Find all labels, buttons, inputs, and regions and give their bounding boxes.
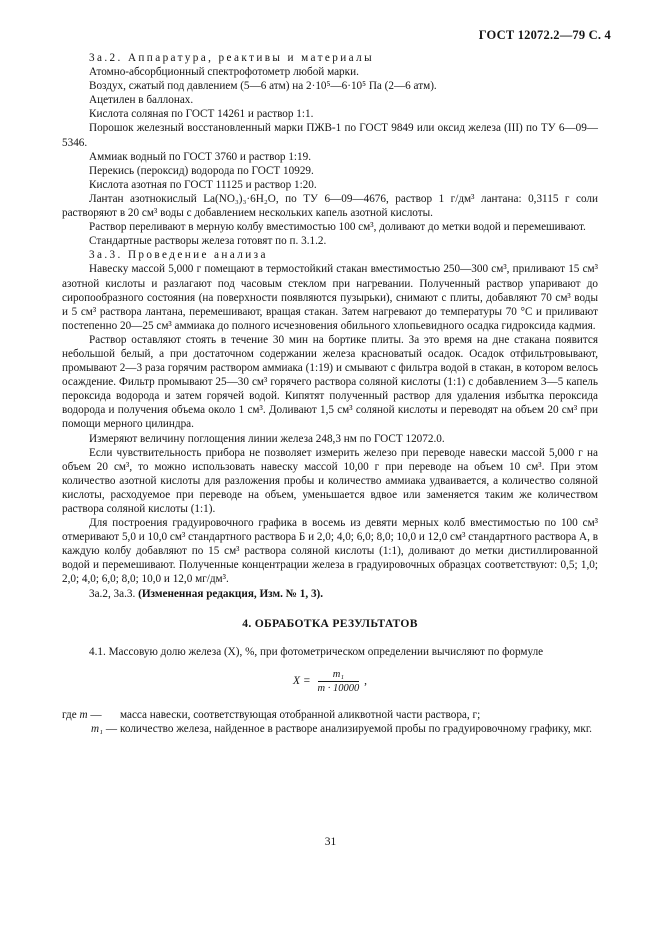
definition-description: количество железа, найденное в растворе анализируемой пробы по градуировочному графику, мкг. [120, 722, 592, 735]
revision-note [62, 587, 598, 601]
formula [62, 668, 598, 698]
revision-text: (Измененная редакция, Изм. № 1, 3). [138, 587, 324, 600]
definition-term: m₁ — [91, 722, 117, 735]
item-solution-transfer: Раствор переливают в мерную колбу вместимостью 100 см³, доливают до метки водой и перемешивают. [89, 221, 586, 234]
section-4-title: 4. ОБРАБОТКА РЕЗУЛЬТАТОВ [242, 616, 418, 630]
item-ammonia: Аммиак водный по ГОСТ 3760 и раствор 1:19. [89, 150, 312, 163]
paragraph-4-1: 4.1. Массовую долю железа (X), %, при фотометрическом определении вычисляют по формуле [89, 645, 544, 658]
revision-prefix: 3а.2, 3а.3. [89, 587, 136, 600]
paragraph-calibration: Для построения градуировочного графика в восемь из девяти мерных колб вместимостью по 100 см³ отмеривают 5,0 и 10,0 см³ стандартного раствора Б и 2,0; 4,0; 6,0; 8,0; 10,0 и 12,0 см³ стандартного раствора А, в каждую колбу добавляют по 15 см³ раствора соляной кислоты (1:1), доливают до метки дистиллированной водой и перемешивают. Полученные концентрации железа в градуировочных образцах соответствуют: 0,5; 1,0; 2,0; 4,0; 6,0; 8,0; 10,0 и 12,0 мг/дм³. [62, 517, 598, 586]
item-iron-powder: Порошок железный восстановленный марки ПЖВ-1 по ГОСТ 9849 или оксид железа (III) по ТУ 6—09—5346. [62, 122, 598, 149]
item-nitric-acid: Кислота азотная по ГОСТ 11125 и раствор 1:20. [89, 178, 317, 191]
paragraph-precipitation: Раствор оставляют стоять в течение 30 мин на бортике плиты. За это время на дне стакана появится небольшой белый, а при достаточном содержании железа красноватый осадок. Осадок отфильтровывают, промывают 2—3 раза горячим раствором аммиака (1:19) и смывают с фильтра водой в стакан, в котором велось осаждение. Фильтр промывают 25—30 см³ горячего раствора соляной кислоты (1:1) с добавлением 3—5 капель пероксида водорода и затем горячей водой. Кипятят полученный раствор для удаления избытка пероксида водорода и получения объема около 1 см³. Доливают 1,5 см³ соляной кислоты и переводят на объем 20 см³ при помощи мерного цилиндра. [62, 333, 598, 431]
definition-term: где m — [62, 708, 102, 721]
formula-fraction [318, 668, 360, 695]
paragraph-measurement: Измеряют величину поглощения линии железа 248,3 нм по ГОСТ 12072.0. [89, 432, 445, 445]
section-3a3-title: 3а.3. Проведение анализа [89, 249, 268, 262]
formula-numerator: m₁ [318, 668, 360, 682]
formula-lhs: X = [292, 675, 311, 688]
item-hydrochloric-acid: Кислота соляная по ГОСТ 14261 и раствор 1:1. [89, 108, 314, 121]
section-3a2-title: 3а.2. Аппаратура, реактивы и материалы [89, 52, 375, 64]
page-number: 31 [324, 836, 337, 848]
page-header: ГОСТ 12072.2—79 С. 4 [478, 28, 611, 42]
item-hydrogen-peroxide: Перекись (пероксид) водорода по ГОСТ 10929. [89, 164, 314, 177]
paragraph-sensitivity: Если чувствительность прибора не позволяет измерить железо при переводе навески массой 5,000 г на объем 20 см³, то можно использовать навеску массой 10,00 г при переводе на объем 10 см³. При этом количество азотной кислоты для разложения пробы и количество аммиака удваивается, а количество соляной кислоты, расходуемое при переводе на объем, уменьшается вдвое или заменяется таким же количеством раствора соляной кислоты (1:1). [62, 446, 598, 515]
paragraph-sample-decomposition: Навеску массой 5,000 г помещают в термостойкий стакан вместимостью 250—300 см³, приливают 15 см³ азотной кислоты и разлагают под часовым стеклом при нагревании. Полученный раствор упаривают до сиропообразного состояния (на поверхности появляются пузырьки), снимают с плиты, добавляют 70 см³ воды и 5 см³ раствора лантана, перемешивают, вращая стакан. Затем нагревают до температуры 70 °С и приливают постепенно 20—25 см³ аммиака до полного исчезновения обильного хлопьевидного осадка гидроксида кадмия. [62, 263, 598, 332]
definition-m [62, 708, 598, 722]
item-spectrophotometer: Атомно-абсорбционный спектрофотометр любой марки. [89, 66, 359, 79]
formula-trailing-comma: , [364, 675, 367, 688]
item-acetylene: Ацетилен в баллонах. [89, 94, 194, 107]
definition-description: масса навески, соответствующая отобранной аликвотной части раствора, г; [120, 708, 481, 721]
definition-m1 [62, 722, 598, 736]
document-body [62, 51, 598, 736]
item-lanthanum-nitrate: Лантан азотнокислый La(NO₃)₃·6H₂O, по ТУ 6—09—4676, раствор 1 г/дм³ лантана: 0,3115 г соли растворяют в 20 см³ воды с добавлением нескольких капель азотной кислоты. [62, 192, 598, 220]
formula-definitions [62, 708, 598, 736]
formula-denominator: m · 10000 [317, 682, 360, 694]
item-standard-solutions: Стандартные растворы железа готовят по п. 3.1.2. [89, 235, 327, 248]
item-air: Воздух, сжатый под давлением (5—6 атм) на 2·10⁵—6·10⁵ Па (2—6 атм). [89, 80, 437, 93]
